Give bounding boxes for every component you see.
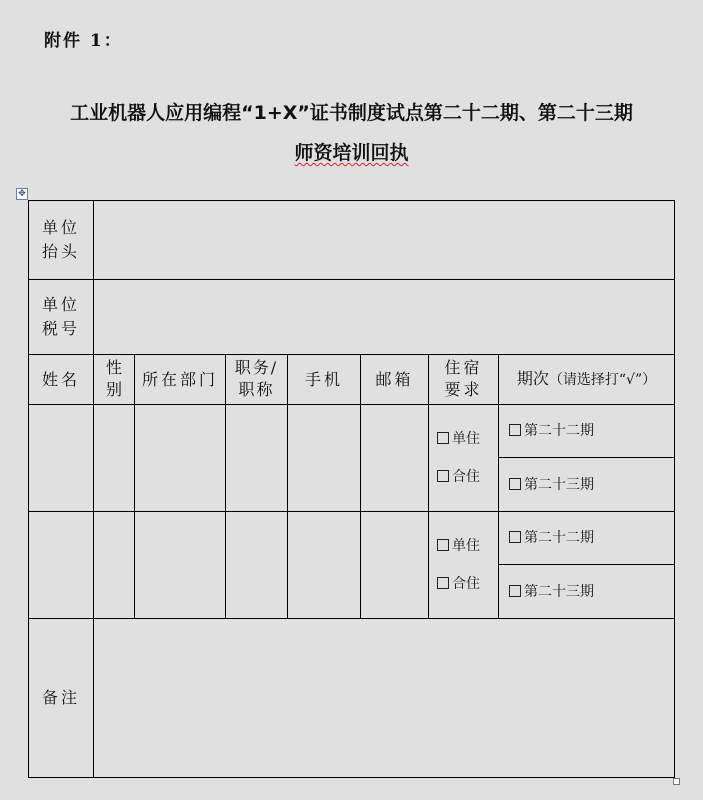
col-period <box>499 355 675 405</box>
table-resize-handle[interactable] <box>673 778 680 785</box>
unit-header-input[interactable] <box>94 201 675 280</box>
lodging-shared-option[interactable]: 合住 <box>429 565 498 603</box>
unit-tax-input[interactable] <box>94 280 675 355</box>
person-1-row-a <box>29 405 675 458</box>
checkbox-icon[interactable] <box>509 478 521 490</box>
person-1-gender[interactable] <box>94 405 135 512</box>
col-position: 职务/职称 <box>226 355 288 405</box>
document-title-line-1: 工业机器人应用编程“1+X”证书制度试点第二十二期、第二十三期 <box>70 102 633 124</box>
col-email: 邮箱 <box>361 355 429 405</box>
unit-tax-label: 单位税号 <box>29 280 94 355</box>
person-2-email[interactable] <box>361 512 429 619</box>
col-period-label: 期次 <box>516 369 549 388</box>
lodging-shared-option[interactable]: 合住 <box>429 458 498 496</box>
checkbox-icon[interactable] <box>437 577 449 589</box>
unit-tax-row <box>29 280 675 355</box>
person-2-department[interactable] <box>135 512 226 619</box>
person-2-position[interactable] <box>226 512 288 619</box>
person-1-position[interactable] <box>226 405 288 512</box>
lodging-single-option[interactable]: 单住 <box>429 527 498 565</box>
registration-table <box>28 200 675 778</box>
unit-header-label: 单位抬头 <box>29 201 94 280</box>
unit-header-row <box>29 201 675 280</box>
person-1-lodging <box>429 405 499 512</box>
remarks-row <box>29 619 675 778</box>
attachment-label: 附件 1： <box>44 31 123 51</box>
checkbox-icon[interactable] <box>437 539 449 551</box>
person-2-name[interactable] <box>29 512 94 619</box>
remarks-label: 备注 <box>29 619 94 778</box>
period-23-option[interactable]: 第二十三期 <box>499 458 675 512</box>
document-title-line-2 <box>0 138 703 165</box>
period-22-option[interactable]: 第二十二期 <box>499 405 675 458</box>
lodging-single-option[interactable]: 单住 <box>429 420 498 458</box>
table-move-handle-icon[interactable]: ✥ <box>16 188 28 200</box>
checkbox-icon[interactable] <box>437 470 449 482</box>
period-23-option[interactable]: 第二十三期 <box>499 565 675 619</box>
person-1-name[interactable] <box>29 405 94 512</box>
checkbox-icon[interactable] <box>509 531 521 543</box>
person-2-mobile[interactable] <box>288 512 361 619</box>
col-department: 所在部门 <box>135 355 226 405</box>
checkbox-icon[interactable] <box>437 432 449 444</box>
person-1-mobile[interactable] <box>288 405 361 512</box>
col-lodging: 住宿要求 <box>429 355 499 405</box>
person-2-row-a <box>29 512 675 565</box>
checkbox-icon[interactable] <box>509 424 521 436</box>
period-22-option[interactable]: 第二十二期 <box>499 512 675 565</box>
col-gender: 性别 <box>94 355 135 405</box>
remarks-input[interactable] <box>94 619 675 778</box>
col-name: 姓名 <box>29 355 94 405</box>
person-1-email[interactable] <box>361 405 429 512</box>
person-1-department[interactable] <box>135 405 226 512</box>
person-2-gender[interactable] <box>94 512 135 619</box>
col-mobile: 手机 <box>288 355 361 405</box>
checkbox-icon[interactable] <box>509 585 521 597</box>
title-spellcheck-text: 师资培训回执 <box>294 142 409 164</box>
person-2-lodging <box>429 512 499 619</box>
col-period-note: （请选择打“√”） <box>548 372 657 388</box>
column-header-row <box>29 355 675 405</box>
